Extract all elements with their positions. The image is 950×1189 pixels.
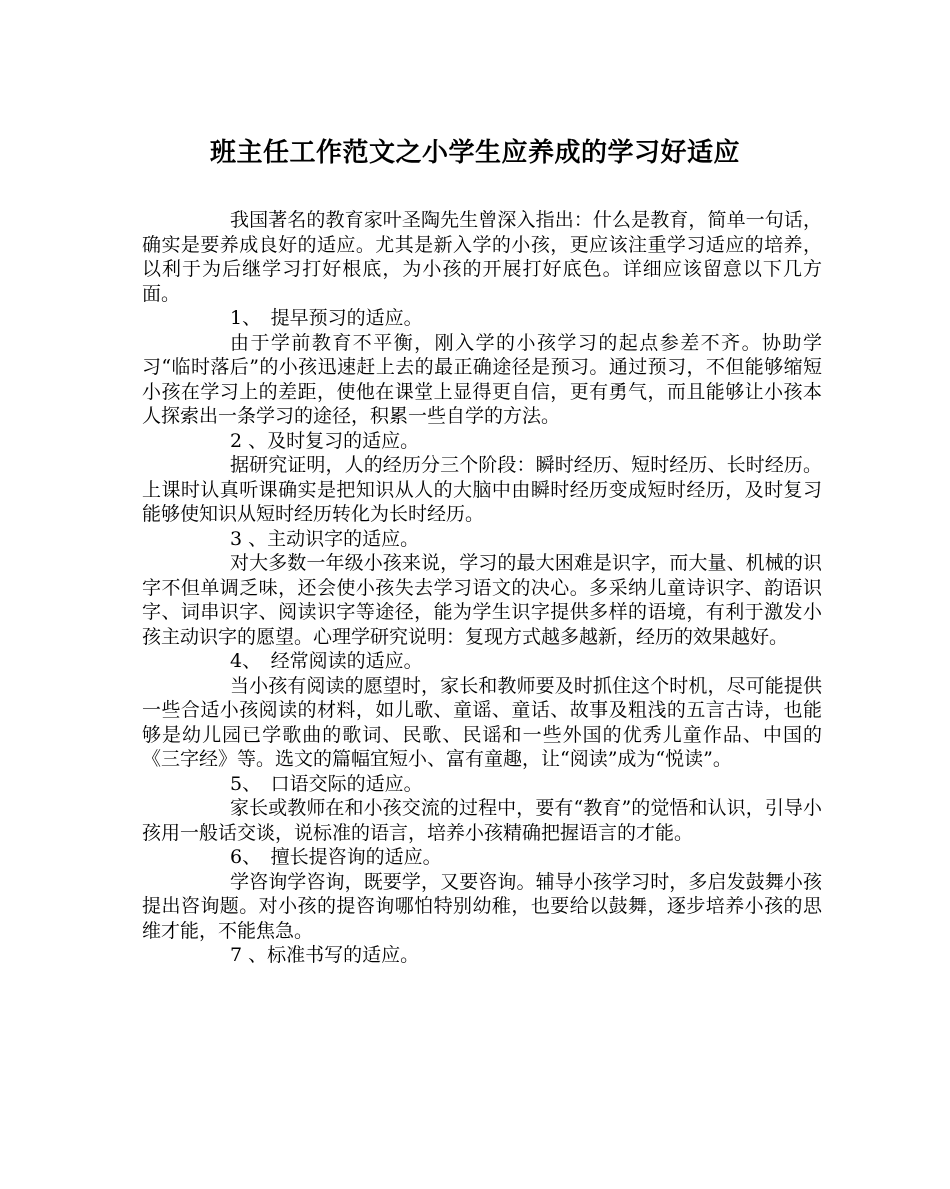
section-paragraph-5: 家长或教师在和小孩交流的过程中，要有“教育”的觉悟和认识，引导小孩用一般话交谈，说标准的语言，培养小孩精确把握语言的才能。	[142, 797, 822, 844]
document-title: 班主任工作范文之小学生应养成的学习好适应	[209, 138, 740, 168]
section-heading-6: 6、 擅长提咨询的适应。	[230, 846, 442, 868]
section-paragraph-2: 据研究证明，人的经历分三个阶段：瞬时经历、短时经历、长时经历。上课时认真听课确实是把知识从人的大脑中由瞬时经历变成短时经历，及时复习能够使知识从短时经历转化为长时经历。	[142, 454, 822, 525]
section-heading-5: 5、 口语交际的适应。	[230, 772, 423, 795]
section-heading-7: 7 、标准书写的适应。	[230, 944, 420, 966]
section-paragraph-4: 当小孩有阅读的愿望时，家长和教师要及时抓住这个时机，尽可能提供一些合适小孩阅读的材料，如儿歌、童谣、童话、故事及粗浅的五言古诗，也能够是幼儿园已学歌曲的歌词、民歌、民谣和一些外国的优秀儿童作品、中国的《三字经》等。选文的篇幅宜短小、富有童趣，让“阅读”成为“悦读”。	[142, 674, 822, 770]
intro-paragraph: 我国著名的教育家叶圣陶先生曾深入指出：什么是教育，简单一句话，确实是要养成良好的适应。尤其是新入学的小孩，更应该注重学习适应的培养，以利于为后继学习打好根底，为小孩的开展打好底色。详细应该留意以下几方面。	[142, 209, 822, 305]
section-paragraph-6: 学咨询学咨询，既要学，又要咨询。辅导小孩学习时，多启发鼓舞小孩提出咨询题。对小孩的提咨询哪怕特别幼稚，也要给以鼓舞，逐步培养小孩的思维才能，不能焦急。	[142, 870, 822, 942]
section-heading-4: 4、 经常阅读的适应。	[230, 650, 423, 672]
section-heading-1: 1、 提早预习的适应。	[230, 307, 423, 329]
section-paragraph-1: 由于学前教育不平衡，刚入学的小孩学习的起点参差不齐。协助学习“临时落后”的小孩迅速赶上去的最正确途径是预习。通过预习，不但能够缩短小孩在学习上的差距，使他在课堂上显得更自信，更有勇气，而且能够让小孩本人探索出一条学习的途径，积累一些自学的方法。	[142, 331, 822, 427]
section-heading-3: 3 、主动识字的适应。	[230, 527, 420, 550]
document-body	[142, 208, 822, 968]
section-heading-2: 2 、及时复习的适应。	[230, 429, 420, 452]
section-paragraph-3: 对大多数一年级小孩来说，学习的最大困难是识字，而大量、机械的识字不但单调乏味，还会使小孩失去学习语文的决心。多采纳儿童诗识字、韵语识字、词串识字、阅读识字等途径，能为学生识字提供多样的语境，有利于激发小孩主动识字的愿望。心理学研究说明：复现方式越多越新，经历的效果越好。	[142, 552, 822, 648]
